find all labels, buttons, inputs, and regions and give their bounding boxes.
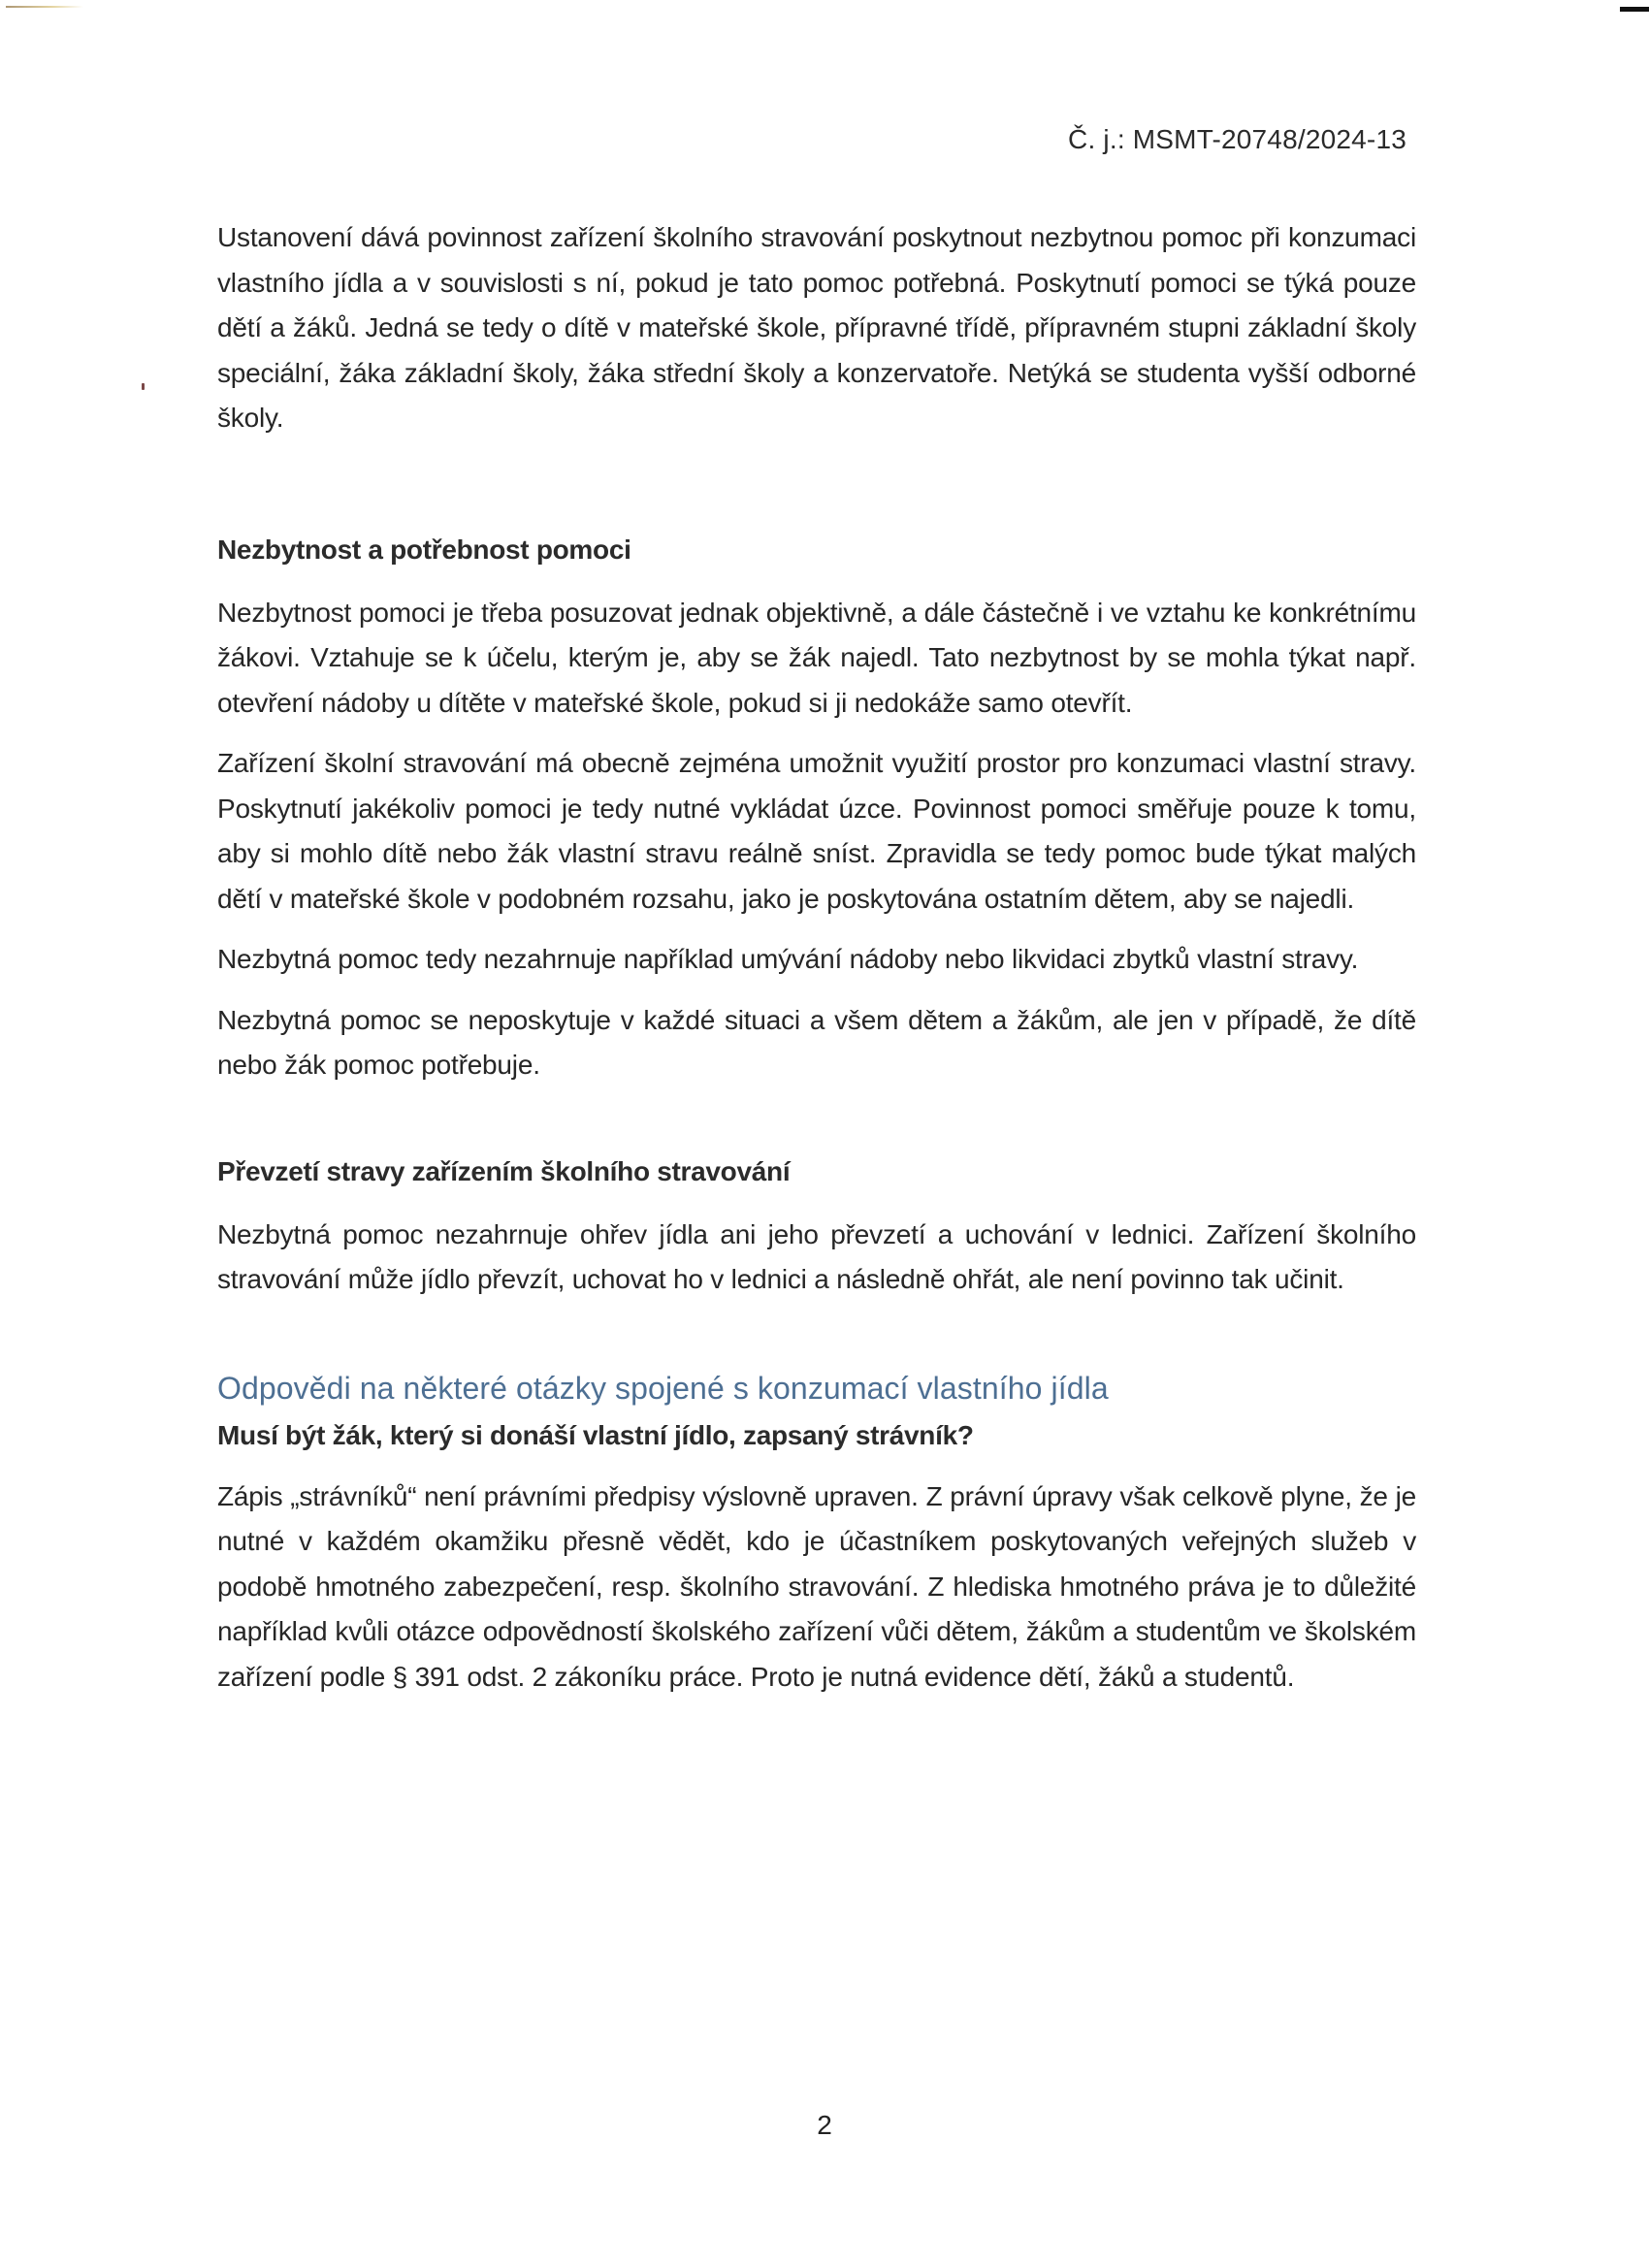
document-body (217, 215, 1416, 1700)
scan-edge-artifact (6, 6, 83, 8)
reference-number: Č. j.: MSMT-20748/2024-13 (1068, 124, 1406, 154)
section-heading-food-handover: Převzetí stravy zařízením školního stravování (217, 1155, 791, 1186)
spacer (217, 983, 1416, 998)
faq-answer: Zápis „strávníků“ není právními předpisy výslovně upraven. Z právní úpravy však celkově plyne, že je nutné v každém okamžiku přesně vědět, kdo je účastníkem poskytovaných veřejných služeb v podobě hmotného zabezpečení, resp. školního stravování. Z hlediska hmotného práva je to důležité například kvůli otázce odpovědností školského zařízení vůči dětem, žákům a studentům ve školském zařízení podle § 391 odst. 2 zákoníku práce. Proto je nutná evidence dětí, žáků a studentů. (217, 1480, 1416, 1692)
faq-question: Musí být žák, který si donáší vlastní jídlo, zapsaný strávník? (217, 1419, 974, 1450)
spacer (217, 566, 1416, 591)
paragraph: Nezbytnost pomoci je třeba posuzovat jednak objektivně, a dále částečně i ve vztahu ke konkrétnímu žákovi. Vztahuje se k účelu, kterým je, aby se žák najedl. Tato nezbytnost by se mohla týkat např. otevření nádoby u dítěte v mateřské škole, pokud si ji nedokáže samo otevřít. (217, 597, 1416, 718)
spacer (217, 922, 1416, 937)
paragraph: Nezbytná pomoc se neposkytuje v každé situaci a všem dětem a žákům, ale jen v případě, že dítě nebo žák pomoc potřebuje. (217, 1004, 1416, 1080)
spacer (217, 1407, 1416, 1420)
spacer (217, 1303, 1416, 1371)
spacer (217, 726, 1416, 741)
spacer (217, 1088, 1416, 1156)
paragraph: Zařízení školní stravování má obecně zejména umožnit využití prostor pro konzumaci vlastní stravy. Poskytnutí jakékoliv pomoci je tedy nutné vykládat úzce. Povinnost pomoci směřuje pouze k tomu, aby si mohlo dítě nebo žák vlastní stravu reálně sníst. Zpravidla se tedy pomoc bude týkat malých dětí v mateřské škole v podobném rozsahu, jako je poskytována ostatním dětem, aby se najedli. (217, 748, 1416, 914)
page-number: 2 (817, 2110, 832, 2140)
scan-edge-mark (1620, 7, 1649, 12)
spacer (217, 1187, 1416, 1213)
paragraph: Nezbytná pomoc tedy nezahrnuje například umývání nádoby nebo likvidaci zbytků vlastní stravy. (217, 944, 1359, 974)
spacer (217, 441, 1416, 535)
stray-ink-mark (142, 383, 145, 390)
faq-section-title: Odpovědi na některé otázky spojené s konzumací vlastního jídla (217, 1370, 1109, 1406)
paragraph: Nezbytná pomoc nezahrnuje ohřev jídla ani jeho převzetí a uchování v lednici. Zařízení školního stravování může jídlo převzít, uchovat ho v lednici a následně ohřát, ale není povinno tak učinit. (217, 1218, 1416, 1294)
section-heading-necessity: Nezbytnost a potřebnost pomoci (217, 534, 631, 565)
intro-paragraph: Ustanovení dává povinnost zařízení školního stravování poskytnout nezbytnou pomoc při konzumaci vlastního jídla a v souvislosti s ní, pokud je tato pomoc potřebná. Poskytnutí pomoci se týká pouze dětí a žáků. Jedná se tedy o dítě v mateřské škole, přípravné třídě, přípravném stupni základní školy speciální, žáka základní školy, žáka střední školy a konzervatoře. Netýká se studenta vyšší odborné školy. (217, 222, 1416, 433)
spacer (217, 1451, 1416, 1474)
